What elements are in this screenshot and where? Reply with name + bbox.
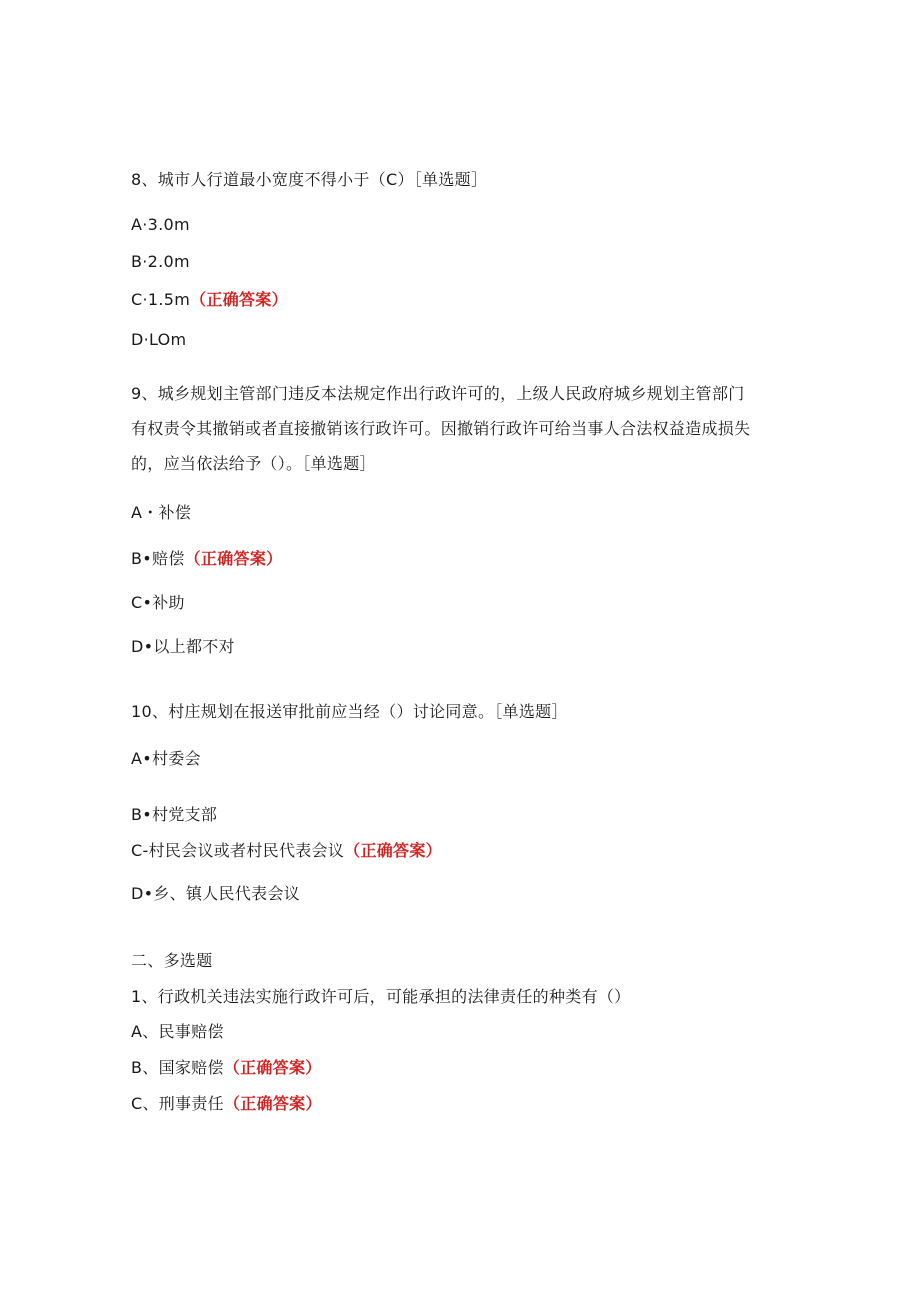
- correct-answer-mark: （正确答案）: [223, 1094, 322, 1113]
- question-9-option-a: [131, 502, 191, 524]
- option-text: A·3.0m: [131, 215, 190, 234]
- section-heading: 二、多选题: [131, 951, 213, 970]
- question-8-option-c: [131, 289, 288, 311]
- option-text: B•赔偿: [131, 549, 185, 568]
- option-text: B·2.0m: [131, 252, 190, 271]
- option-text: A・补偿: [131, 503, 192, 522]
- option-text: A•村委会: [131, 749, 201, 768]
- option-text: C-村民会议或者村民代表会议: [131, 841, 345, 860]
- question-9-option-c: [131, 592, 185, 614]
- question-9-stem-line-3: 的，应当依法给予（）。［单选题］: [131, 454, 376, 473]
- option-text: D•以上都不对: [131, 637, 235, 656]
- question-9-stem-line-2: 有权责令其撤销或者直接撤销该行政许可。因撤销行政许可给当事人合法权益造成损失: [131, 419, 751, 438]
- question-8-option-d: [131, 329, 186, 351]
- multi-question-1-option-c: [131, 1093, 322, 1115]
- correct-answer-mark: （正确答案）: [223, 1058, 322, 1077]
- multi-question-1-option-b: [131, 1057, 322, 1079]
- question-8-option-a: [131, 214, 190, 236]
- question-10-stem: 10、村庄规划在报送审批前应当经（）讨论同意。［单选题］: [131, 702, 568, 721]
- question-8-stem: 8、城市人行道最小宽度不得小于（C）［单选题］: [131, 170, 488, 189]
- option-text: C•补助: [131, 593, 185, 612]
- option-text: D·LOm: [131, 330, 187, 349]
- question-10-option-a: [131, 748, 201, 770]
- question-8-option-b: [131, 251, 190, 273]
- correct-answer-mark: （正确答案）: [184, 549, 283, 568]
- option-text: B、国家赔偿: [131, 1058, 224, 1077]
- option-text: D•乡、镇人民代表会议: [131, 884, 301, 903]
- correct-answer-mark: （正确答案）: [190, 290, 288, 309]
- option-text: A、民事赔偿: [131, 1022, 224, 1041]
- option-text: C、刑事责任: [131, 1094, 224, 1113]
- option-text: B•村党支部: [131, 805, 218, 824]
- question-9-stem-line-1: 9、城乡规划主管部门违反本法规定作出行政许可的，上级人民政府城乡规划主管部门: [131, 384, 745, 403]
- question-10-option-d: [131, 883, 300, 905]
- multi-question-1-option-a: [131, 1021, 224, 1043]
- question-10-option-c: [131, 840, 442, 862]
- multi-question-1-stem: 1、行政机关违法实施行政许可后，可能承担的法律责任的种类有（）: [131, 987, 631, 1006]
- question-9-option-b: [131, 548, 282, 570]
- question-10-option-b: [131, 804, 217, 826]
- correct-answer-mark: （正确答案）: [344, 841, 442, 860]
- option-text: C·1.5m: [131, 290, 191, 309]
- question-9-option-d: [131, 636, 235, 658]
